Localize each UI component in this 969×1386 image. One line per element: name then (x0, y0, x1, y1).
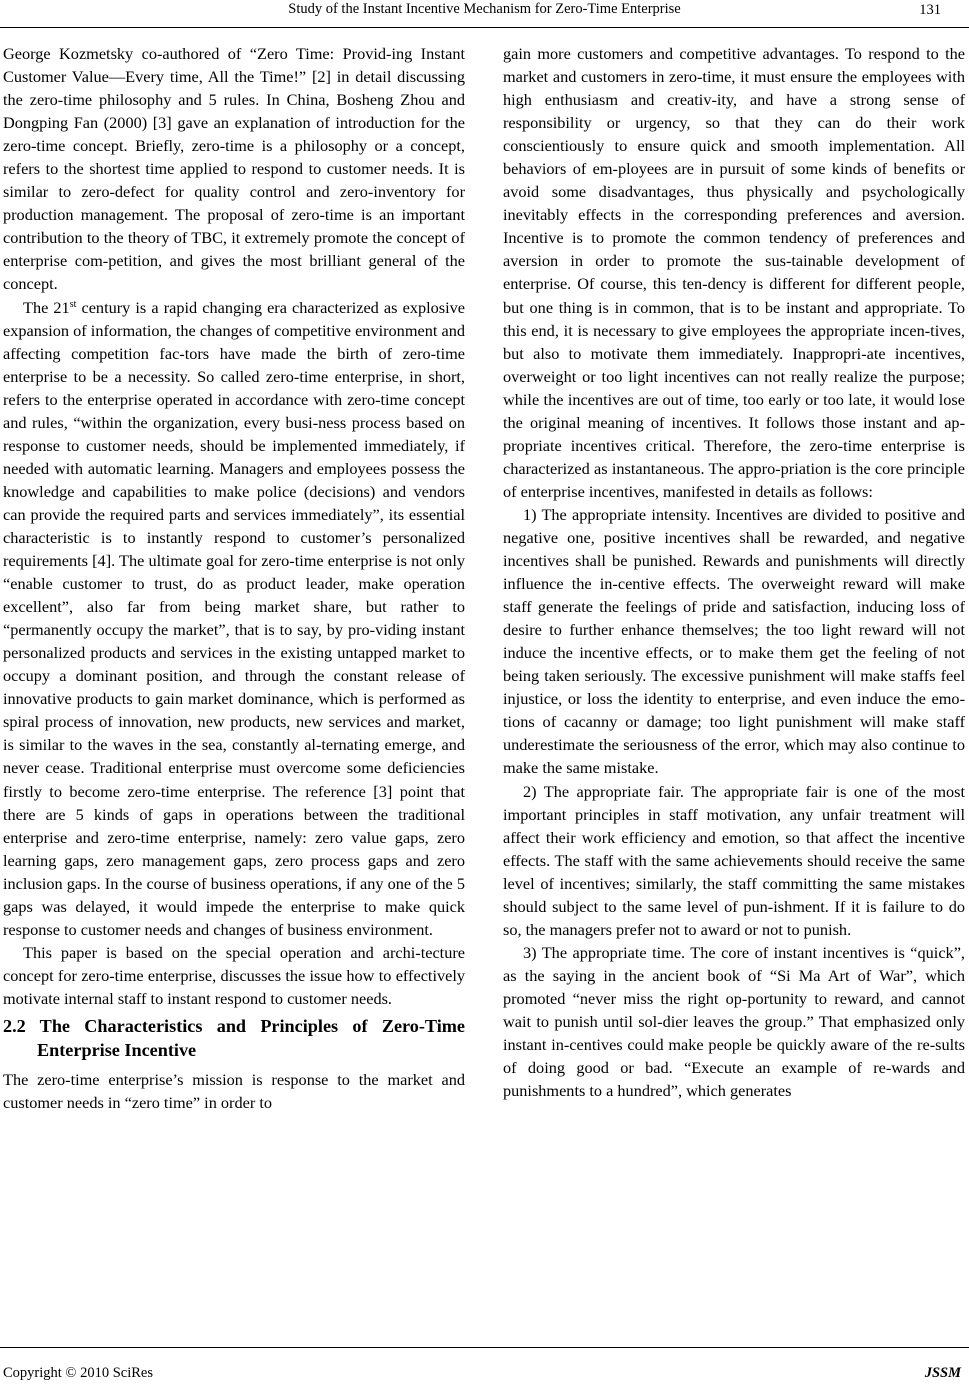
header-rule (0, 27, 969, 28)
paragraph: This paper is based on the special operation and archi-tecture concept for zero-time enterprise, discusses the issue how to effectively motivate internal staff to instant respond to customer needs. (3, 942, 465, 1008)
text-span: century is a rapid changing era characterized as explosive expansion of information, the changes of competitive environment and affecting competition fac-tors have made the birth of zero-time enterprise to be a necessity. So called zero-time enterprise, in short, refers to the enterprise operated in accordance with zero-time concept and rules, “within the organization, every busi-ness process based on response to customer needs, should be implemented immediately, if needed with automatic learning. Managers and employees possess the knowledge and capabilities to make police (decisions) and vendors can provide the required parts and services immediately”, its essential characteristic is to instantly respond to customer’s personalized requirements [4]. The ultimate goal for zero-time enterprise is not only “enable customer to trust, do as product leader, make operation excellent”, also far from being market share, but rather to “permanently occupy the market”, that is to say, by pro-viding instant personalized products and services in the existing untapped market to occupy a dominant position, and through the constant release of innovative products to gain market dominance, which is performed as spiral process of innovation, new products, new services and market, is similar to the waves in the sea, constantly al-ternating emerge, and never cease. Traditional enterprise must overcome some deficiencies firstly to become zero-time enterprise. The reference [3] point that there are 5 kinds of gaps in operations between the traditional enterprise and zero-time enterprise, namely: zero value gaps, zero learning gaps, zero management gaps, zero process gaps and zero inclusion gaps. In the course of business operations, if any one of the 5 gaps was delayed, it would impede the enterprise to make quick response to customer needs and changes of business environment. (3, 297, 465, 939)
left-column (3, 42, 465, 1114)
paragraph: George Kozmetsky co-authored of “Zero Time: Provid-ing Instant Customer Value—Every time, All the Time!” [2] in detail discussing the zero-time philosophy and 5 rules. In China, Bosheng Zhou and Dongping Fan (2000) [3] gave an explanation of introduction for the zero-time concept. Briefly, zero-time is a philosophy or a concept, refers to the shortest time applied to respond to customer needs. It is similar to zero-defect for quality control and zero-inventory for production management. The proposal of zero-time is an important contribution to the theory of TBC, it extremely promote the concept of enterprise com-petition, and gives the most brilliant general of the concept. (3, 44, 465, 294)
paragraph: The zero-time enterprise’s mission is response to the market and customer needs in “zero time” in order to (3, 1069, 465, 1113)
footer-rule (0, 1347, 969, 1348)
page-header (0, 0, 969, 28)
page-footer (0, 1347, 969, 1386)
right-column (503, 42, 965, 1102)
superscript: st (69, 298, 77, 310)
paragraph: 2) The appropriate fair. The appropriate fair is one of the most important principles in staff motivation, any unfair treatment will affect their work efficiency and emotion, so that affect the incentive effects. The staff with the same achievements should receive the same level of incentives; similarly, the staff committing the same mistakes should subject to the same level of pun-ishment. If it is failure to do so, the managers prefer not to award or not to punish. (503, 781, 965, 939)
paragraph: 1) The appropriate intensity. Incentives are divided to positive and negative one, positive incentives shall be rewarded, and negative incentives shall be punished. Rewards and punishments will directly influence the in-centive effects. The overweight reward will make staff generate the feelings of pride and satisfaction, inducing loss of desire to further enhance themselves; the too light reward will not induce the incentive effects, or to make them get the feeling of not being taken seriously. The excessive punishment will make staffs feel injustice, or loss the identity to enterprise, and even induce the emo-tions of cacanny or damage; too light punishment will make staff underestimate the seriousness of the error, which may also continue to make the same mistake. (503, 504, 965, 778)
page-number: 131 (919, 2, 941, 18)
running-title: Study of the Instant Incentive Mechanism for Zero-Time Enterprise (288, 1, 681, 17)
journal-name: JSSM (924, 1365, 961, 1381)
text-span: The 21 (23, 297, 70, 317)
copyright: Copyright © 2010 SciRes (3, 1365, 153, 1381)
paragraph: 3) The appropriate time. The core of instant incentives is “quick”, as the saying in the ancient book of “Si Ma Art of War”, which promoted “never miss the right op-portunity to reward, and cannot wait to punish until sol-dier leaves the group.” That emphasized only instant in-centives could make people be quickly aware of the re-sults of doing good or bad. “Execute an example of re-wards and punishments to a hundred”, which generates (503, 942, 965, 1101)
paragraph: gain more customers and competitive advantages. To respond to the market and customers in zero-time, it must ensure the employees with high enthusiasm and creativ-ity, and have a strong sense of responsibility or urgency, so that they can do their work conscientiously to ensure quick and smooth implementation. All behaviors of em-ployees are in pursuit of some kinds of benefits or avoid some disadvantages, thus physically and psychologically inevitably effects in the corresponding preferences and aversion. Incentive is to promote the common tendency of preferences and aversion in order to promote the sus-tainable development of enterprise. Of course, this ten-dency is different for different people, but one thing is in common, that is to be instant and appropriate. To this end, it is necessary to give employees the appropriate incen-tives, but also to motivate them immediately. Inappropri-ate incentives, overweight or too light incentives can not really realize the purpose; while the incentives are out of time, too early or too late, it would lose the original meaning of incentives. It follows those instant and ap-propriate incentives critical. Therefore, the zero-time enterprise is characterized as instantaneous. The appro-priation is the core principle of enterprise incentives, manifested in details as follows: (503, 44, 965, 501)
section-heading: 2.2 The Characteristics and Principles of Zero-Time Enterprise Incentive (3, 1015, 465, 1060)
paragraph (3, 296, 465, 941)
